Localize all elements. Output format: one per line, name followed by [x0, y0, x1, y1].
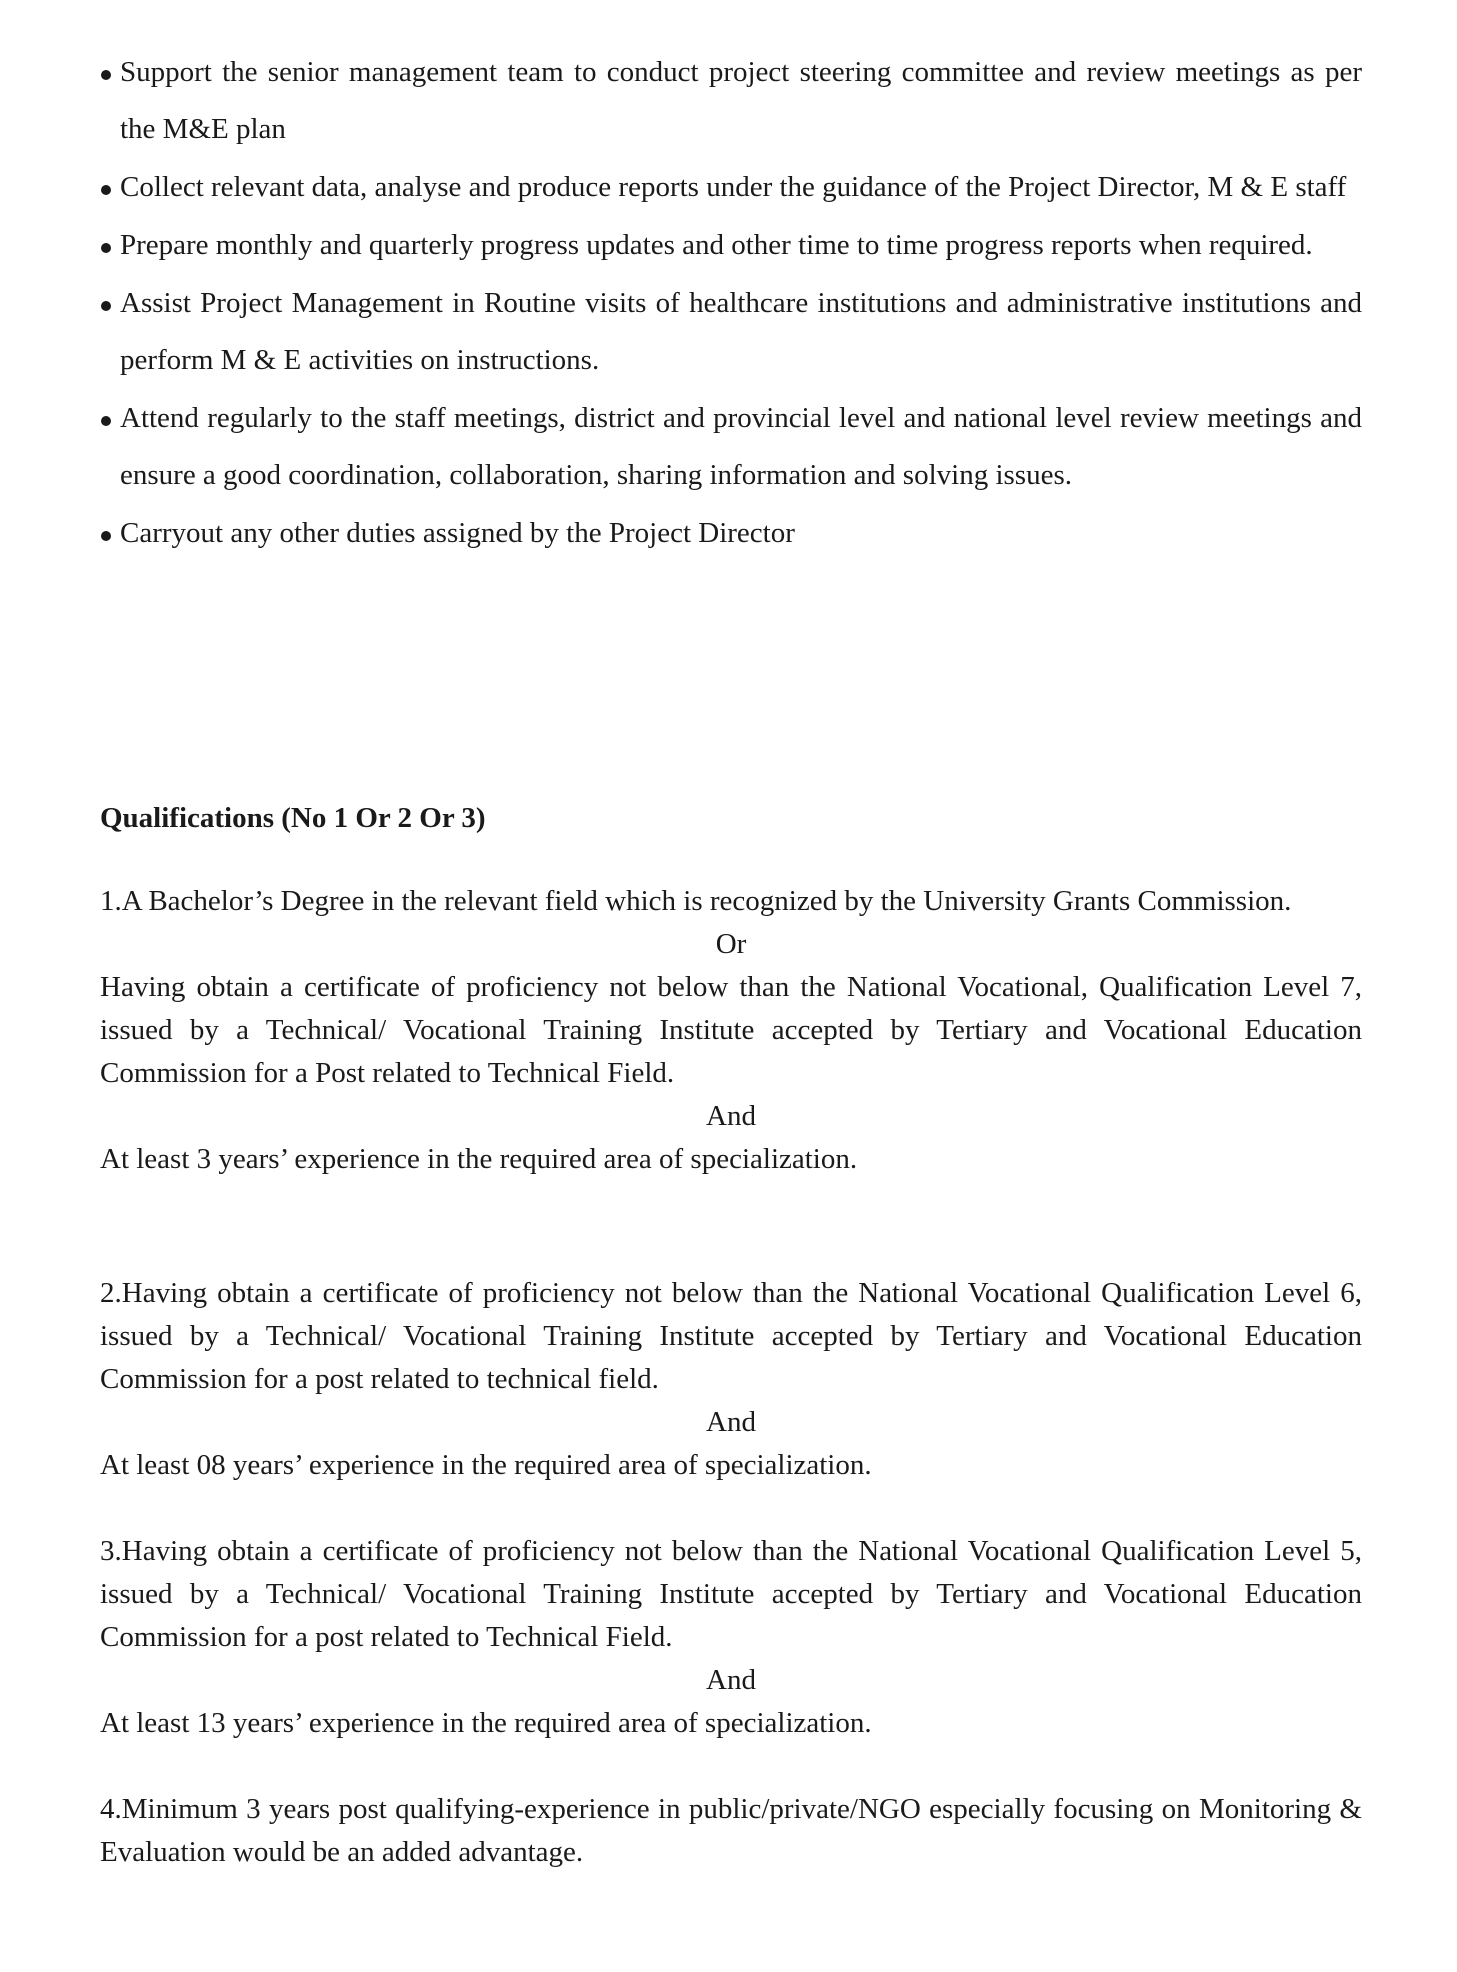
duties-list [100, 44, 1362, 563]
bullet-icon [101, 185, 111, 195]
list-item [100, 505, 1362, 562]
duty-text: Carryout any other duties assigned by the Project Director [120, 517, 795, 549]
bullet-icon [101, 70, 111, 80]
qualification-option-2 [100, 1272, 1362, 1487]
list-item [100, 159, 1362, 216]
bullet-icon [101, 531, 111, 541]
experience-requirement: At least 13 years’ experience in the required area of specialization. [100, 1707, 872, 1739]
bullet-icon [101, 243, 111, 253]
qualification-option-3 [100, 1530, 1362, 1745]
duty-text: Attend regularly to the staff meetings, district and provincial level and national level review meetings and ensure a good coordination, collaboration, sharing information and solving issues. [120, 402, 1362, 491]
list-item [100, 390, 1362, 504]
list-item [100, 275, 1362, 389]
degree-requirement: 1.A Bachelor’s Degree in the relevant field which is recognized by the University Grants Commission. [100, 885, 1292, 917]
experience-requirement: At least 3 years’ experience in the required area of specialization. [100, 1143, 858, 1175]
list-item [100, 44, 1362, 158]
qualification-option-1 [100, 880, 1362, 1181]
or-connector: Or [715, 928, 747, 960]
bullet-icon [101, 416, 111, 426]
and-connector: And [706, 1664, 756, 1696]
list-item [100, 217, 1362, 274]
qualifications-heading: Qualifications (No 1 Or 2 Or 3) [100, 802, 486, 834]
and-connector: And [706, 1100, 756, 1132]
certificate-requirement: 3.Having obtain a certificate of proficiency not below than the National Vocational Qualification Level 5, issued by a Technical/ Vocational Training Institute accepted by Tertiary and Vocational Education Commission for a post related to Technical Field. [100, 1535, 1362, 1653]
added-advantage-note: 4.Minimum 3 years post qualifying-experience in public/private/NGO especially focusing on Monitoring & Evaluation would be an added advantage. [100, 1793, 1362, 1868]
duty-text: Prepare monthly and quarterly progress updates and other time to time progress reports when required. [120, 229, 1313, 261]
duty-text: Support the senior management team to conduct project steering committee and review meetings as per the M&E plan [120, 56, 1362, 145]
qualification-option-4 [100, 1788, 1362, 1874]
duty-text: Collect relevant data, analyse and produce reports under the guidance of the Project Director, M & E staff [120, 171, 1347, 203]
duty-text: Assist Project Management in Routine visits of healthcare institutions and administrative institutions and perform M & E activities on instructions. [120, 287, 1362, 376]
certificate-requirement: Having obtain a certificate of proficiency not below than the National Vocational, Qualification Level 7, issued by a Technical/ Vocational Training Institute accepted by Tertiary and Vocational Education Commission for a Post related to Technical Field. [100, 971, 1362, 1089]
experience-requirement: At least 08 years’ experience in the required area of specialization. [100, 1449, 872, 1481]
bullet-icon [101, 301, 111, 311]
and-connector: And [706, 1406, 756, 1438]
certificate-requirement: 2.Having obtain a certificate of proficiency not below than the National Vocational Qualification Level 6, issued by a Technical/ Vocational Training Institute accepted by Tertiary and Vocational Education Commission for a post related to technical field. [100, 1277, 1362, 1395]
